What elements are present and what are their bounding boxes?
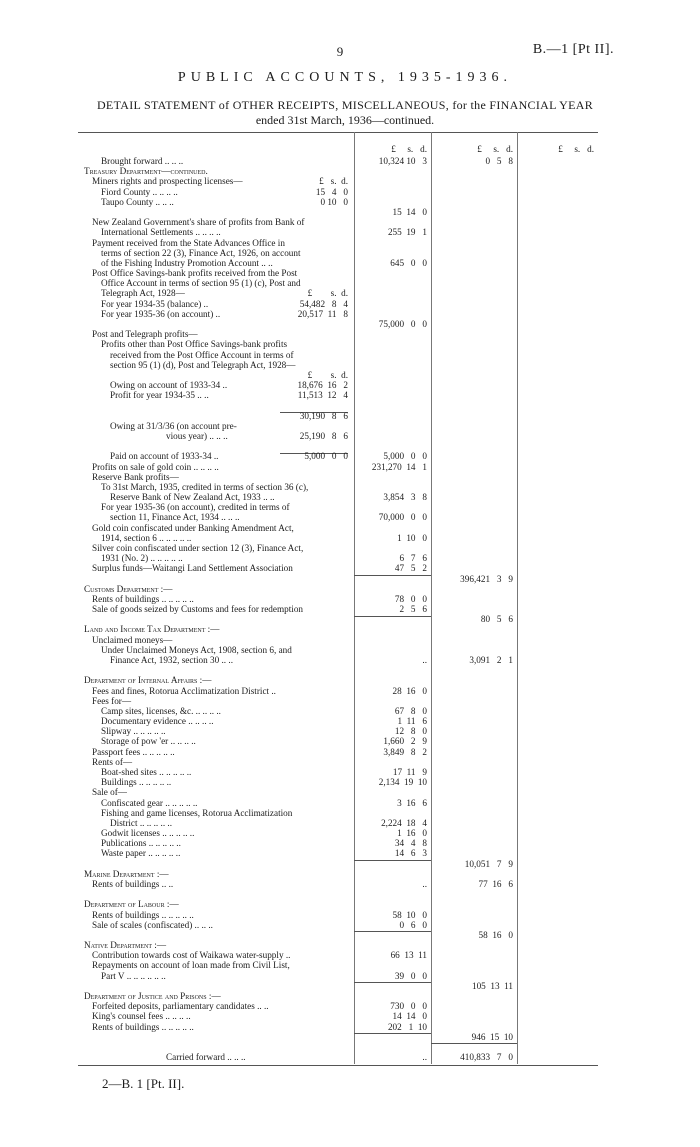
row-label: Sale of—: [92, 787, 127, 798]
inner-amount: 18,676 16 2: [297, 380, 348, 390]
row-label: section 95 (1) (d), Post and Telegraph Act, 1928—: [110, 359, 296, 370]
amount-c1: 2,224 18 4: [381, 817, 427, 828]
amount-c2: 58 16 0: [478, 929, 513, 940]
section-heading: Native Department :—: [84, 940, 167, 950]
inner-amount: 25,190 8 6: [299, 430, 348, 441]
amount-c2: 105 13 11: [471, 980, 513, 991]
row-label: Post Office Savings-bank profits received from the Post: [92, 268, 298, 278]
row-label: Sale of scales (confiscated) .. .. ..: [92, 919, 213, 930]
statement-title: DETAIL STATEMENT of OTHER RECEIPTS, MISCELLANEOUS, for the FINANCIAL YEAR: [96, 98, 594, 112]
inner-amount: 5,000 0 0: [304, 451, 348, 462]
inner-amount: 0 10 0: [320, 196, 348, 207]
row-label: Owing on account of 1933-34 ..: [110, 380, 228, 390]
amount-c2: 410,833 7 0: [460, 1052, 513, 1062]
amount-c2: 396,421 3 9: [460, 573, 513, 584]
column-header-c1: £ s. d.: [391, 144, 427, 154]
inner-amount: 30,190 8 6: [299, 410, 348, 421]
amount-c1: 2,134 19 10: [378, 777, 427, 788]
row-label: Waste paper .. .. .. .. ..: [101, 848, 181, 859]
amount-c1: 39 0 0: [394, 970, 427, 981]
row-label: Office Account in terms of section 95 (1) (c), Post and: [101, 278, 301, 289]
row-label: Carried forward .. .. ..: [166, 1052, 246, 1062]
row-label: Storage of pow 'er .. .. .. ..: [101, 736, 196, 747]
row-label: Telegraph Act, 1928—: [101, 288, 185, 299]
row-label: Gold coin confiscated under Banking Amendment Act,: [92, 522, 294, 533]
row-label: Reserve Bank profits—: [92, 471, 179, 482]
amount-c1: 14 6 3: [394, 848, 427, 859]
row-label: Publications .. .. .. .. ..: [101, 838, 181, 849]
row-label: Confiscated gear .. .. .. .. ..: [101, 797, 198, 808]
section-heading: Department of Labour :—: [84, 899, 179, 910]
column-header-row: [0, 144, 700, 155]
section-heading: Treasury Department—continued.: [84, 166, 208, 177]
row-label: Rents of buildings .. ..: [92, 878, 174, 889]
amount-c1: 1,660 2 9: [383, 736, 427, 747]
row-label: Owing at 31/3/36 (on account pre-: [110, 420, 237, 431]
row-label: King's counsel fees .. .. .. ..: [92, 1011, 191, 1022]
section-heading: Department of Internal Affairs :—: [84, 675, 212, 686]
page-title: PUBLIC ACCOUNTS, 1935-1936.: [177, 70, 513, 85]
row-label: New Zealand Government's share of profits from Bank of: [92, 217, 305, 228]
amount-c1: 0 6 0: [399, 919, 427, 930]
row-label: International Settlements .. .. .. ..: [101, 227, 221, 238]
inner-amount: 15 4 0: [315, 186, 348, 197]
row-label: of the Fishing Industry Promotion Account .. ..: [101, 257, 273, 268]
amount-c1: 1 11 6: [397, 716, 427, 726]
row-label: 1914, section 6 .. .. .. .. ..: [101, 532, 192, 543]
row-label: Profits other than Post Office Savings-bank profits: [101, 339, 288, 350]
row-label: Slipway .. .. .. .. ..: [101, 726, 166, 737]
amount-c2: 77 16 6: [478, 878, 513, 889]
row-label: Profit for year 1934-35 .. ..: [110, 390, 209, 401]
table-row: [0, 1052, 700, 1063]
page-number: 9: [336, 44, 344, 59]
row-label: For year 1934-35 (balance) ..: [101, 298, 209, 309]
row-label: Profits on sale of gold coin .. .. .. ..: [92, 461, 219, 472]
amount-c2: 80 5 6: [480, 614, 513, 625]
row-label: vious year) .. .. ..: [166, 430, 228, 441]
row-label: Unclaimed moneys—: [92, 634, 173, 645]
row-label: Boat-shed sites .. .. .. .. ..: [101, 766, 192, 777]
amount-c1: 15 14 0: [392, 206, 427, 217]
row-label: Camp sites, licenses, &c. .. .. .. ..: [101, 705, 221, 716]
amount-c1: ..: [422, 654, 427, 665]
amount-c1: 66 13 11: [390, 950, 427, 961]
row-label: Payment received from the State Advances Office in: [92, 237, 285, 248]
row-label: For year 1935-36 (on account), credited in terms of: [101, 502, 290, 513]
row-label: 1931 (No. 2) .. .. .. .. ..: [101, 553, 183, 564]
row-label: Miners rights and prospecting licenses—: [92, 176, 243, 187]
row-label: Forfeited deposits, parliamentary candidates .. ..: [92, 1001, 269, 1012]
row-label: Godwit licenses .. .. .. .. ..: [101, 828, 195, 838]
amount-c1: 67 8 0: [394, 705, 427, 716]
amount-c2: 10,051 7 9: [464, 858, 513, 869]
row-label: Taupo County .. .. ..: [101, 196, 174, 207]
amount-c1: 78 0 0: [394, 593, 427, 604]
amount-c1: 202 1 10: [387, 1021, 427, 1032]
inner-amount: 20,517 11 8: [297, 308, 348, 319]
amount-c1: 3 16 6: [397, 797, 427, 808]
amount-c1: 2 5 6: [399, 604, 427, 614]
row-label: Finance Act, 1932, section 30 .. ..: [110, 654, 233, 665]
amount-c1: 34 4 8: [394, 838, 427, 849]
row-label: Rents of buildings .. .. .. .. ..: [92, 593, 194, 604]
amount-c2: 3,091 2 1: [469, 654, 513, 665]
amount-c1: 1 16 0: [397, 828, 427, 838]
row-label: Sale of goods seized by Customs and fees for redemption: [92, 604, 304, 614]
amount-c1: 231,270 14 1: [371, 461, 427, 472]
amount-c1: 730 0 0: [390, 1001, 427, 1012]
amount-c1: 6 7 6: [399, 553, 427, 564]
amount-c1: 5,000 0 0: [383, 451, 427, 462]
row-label: Brought forward .. .. ..: [101, 156, 184, 166]
row-label: District .. .. .. .. ..: [110, 817, 173, 828]
row-label: Reserve Bank of New Zealand Act, 1933 .. ..: [110, 492, 275, 502]
row-label: section 11, Finance Act, 1934 .. .. ..: [110, 512, 240, 523]
section-heading: Land and Income Tax Department :—: [84, 624, 220, 635]
amount-c1: 58 10 0: [392, 909, 427, 920]
amount-c1: 17 11 9: [392, 766, 427, 777]
amount-c1: 47 5 2: [394, 563, 427, 574]
row-label: Fees and fines, Rotorua Acclimatization District ..: [92, 685, 276, 696]
row-label: For year 1935-36 (on account) ..: [101, 308, 221, 319]
document-reference: B.—1 [Pt II].: [532, 42, 614, 57]
amount-c1: ..: [422, 878, 427, 889]
row-label: Rents of buildings .. .. .. .. ..: [92, 1021, 194, 1032]
row-label: Passport fees .. .. .. .. ..: [92, 746, 175, 757]
row-label: Fishing and game licenses, Rotorua Acclimatization: [101, 807, 293, 818]
amount-c2: 946 15 10: [471, 1031, 513, 1042]
row-label: Rents of—: [92, 756, 133, 767]
amount-c1: 10,324 10 3: [378, 156, 427, 166]
row-label: Fees for—: [92, 695, 132, 706]
amount-c1: 3,854 3 8: [383, 492, 427, 502]
amount-c1: 14 14 0: [392, 1011, 427, 1022]
row-label: Part V .. .. .. .. .. ..: [101, 970, 166, 981]
row-label: Contribution towards cost of Waikawa water-supply ..: [92, 950, 291, 961]
footer-reference: 2—B. 1 [Pt. II].: [102, 1076, 185, 1091]
column-header-c3: £ s. d.: [558, 144, 594, 154]
amount-c1: 28 16 0: [392, 685, 427, 696]
amount-c1: ..: [422, 1052, 427, 1062]
amount-c1: 3,849 8 2: [383, 746, 427, 757]
amount-c1: 70,000 0 0: [378, 512, 427, 523]
amount-c1: 255 19 1: [387, 227, 427, 238]
amount-c1: 75,000 0 0: [378, 318, 427, 329]
row-label: Under Unclaimed Moneys Act, 1908, section 6, and: [101, 644, 292, 655]
section-heading: Marine Department :—: [84, 868, 169, 879]
row-label: Documentary evidence .. .. .. ..: [101, 716, 214, 726]
statement-subtitle: ended 31st March, 1936—continued.: [255, 113, 435, 127]
row-label: Repayments on account of loan made from Civil List,: [92, 960, 290, 971]
amount-c2: 0 5 8: [485, 156, 513, 166]
row-label: Post and Telegraph profits—: [92, 329, 198, 340]
amount-c1: 1 10 0: [397, 532, 427, 543]
inner-amount: £ s. d.: [319, 176, 348, 187]
row-label: Buildings .. .. .. .. ..: [101, 777, 172, 788]
section-heading: Customs Department :—: [84, 583, 173, 594]
amount-c1: 12 8 0: [394, 726, 427, 737]
row-label: terms of section 22 (3), Finance Act, 1926, on account: [101, 247, 301, 258]
inner-amount: 54,482 8 4: [299, 298, 348, 309]
inner-amount: £ s. d.: [307, 288, 348, 299]
row-label: Silver coin confiscated under section 12 (3), Finance Act,: [92, 542, 304, 553]
row-label: received from the Post Office Account in terms of: [110, 349, 294, 360]
inner-amount: £ s. d.: [307, 369, 348, 380]
column-header-c2: £ s. d.: [477, 144, 513, 154]
row-label: Surplus funds—Waitangi Land Settlement Association: [92, 563, 293, 574]
row-label: Paid on account of 1933-34 ..: [110, 451, 219, 462]
amount-c1: 645 0 0: [390, 257, 427, 268]
row-label: Rents of buildings .. .. .. .. ..: [92, 909, 194, 920]
section-heading: Department of Justice and Prisons :—: [84, 990, 221, 1001]
row-label: To 31st March, 1935, credited in terms of section 36 (c),: [101, 481, 309, 492]
inner-amount: 11,513 12 4: [297, 390, 348, 401]
row-label: Fiord County .. .. .. ..: [101, 186, 178, 197]
